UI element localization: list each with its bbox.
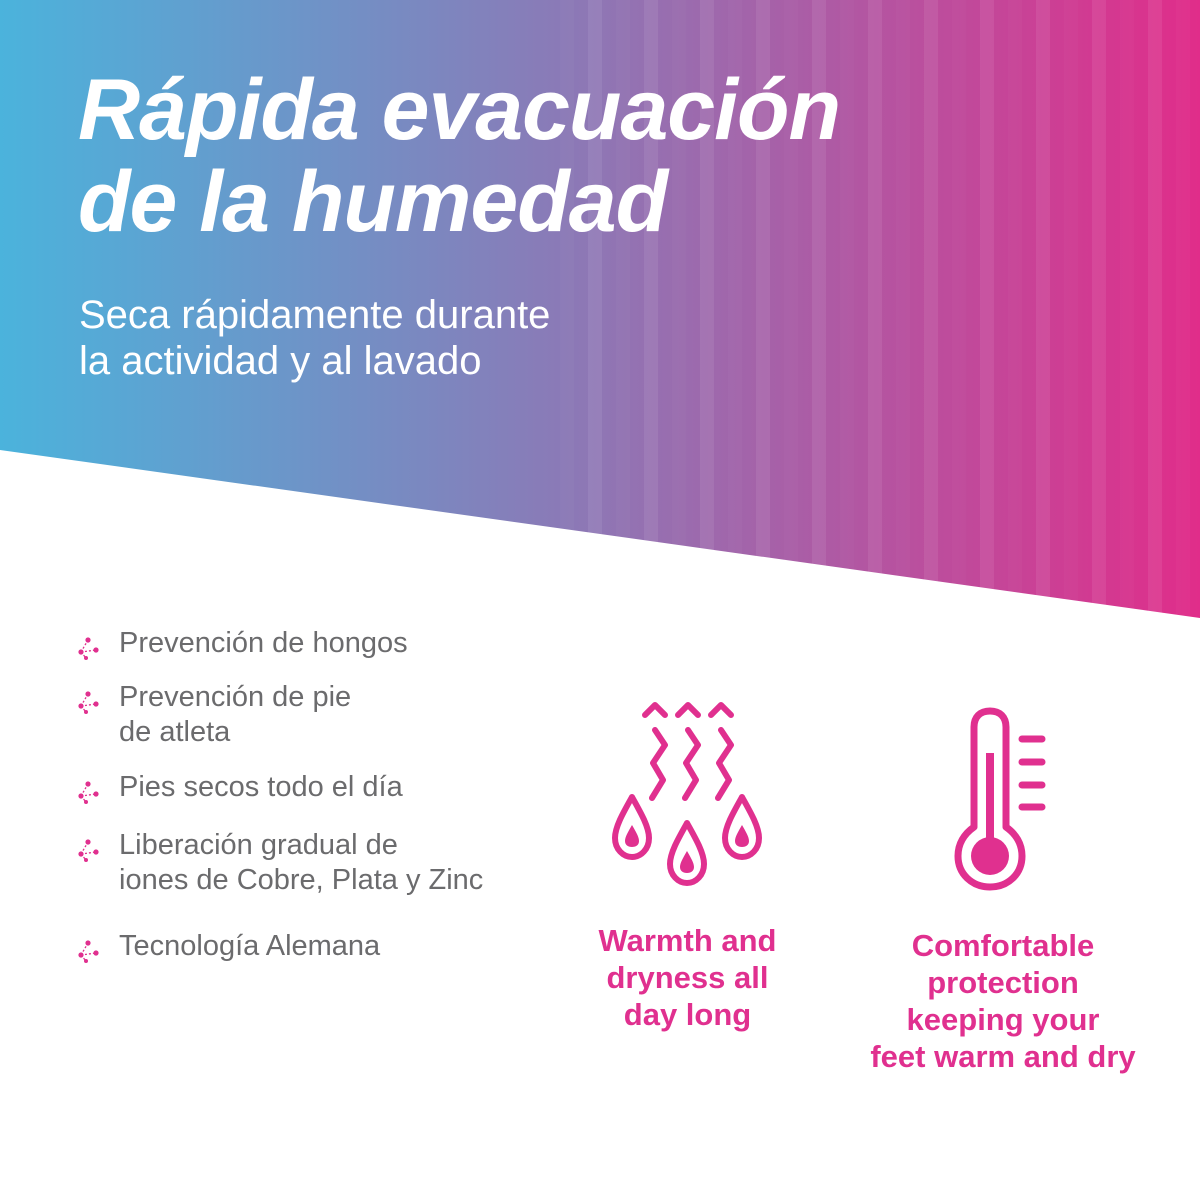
feature-text: Prevención de pie — [119, 681, 352, 713]
feature-text: Pies secos todo el día — [119, 771, 403, 803]
caption-line: Warmth and — [598, 923, 777, 958]
molecule-bullet-icon — [76, 838, 100, 862]
caption-line: Comfortable — [911, 928, 1095, 963]
molecule-bullet-icon — [76, 939, 100, 963]
feature-text: Tecnología Alemana — [119, 930, 381, 962]
caption-line: day long — [623, 997, 752, 1032]
subheadline-line-1: Seca rápidamente durante — [79, 293, 551, 337]
molecule-bullet-icon — [76, 690, 100, 714]
headline-line-1: Rápida evacuación — [78, 62, 841, 158]
headline — [78, 64, 840, 248]
feature-text: iones de Cobre, Plata y Zinc — [119, 864, 484, 896]
feature-text: de atleta — [119, 716, 231, 748]
subheadline-line-2: la actividad y al lavado — [79, 339, 482, 383]
feature-text: Prevención de hongos — [119, 627, 408, 659]
caption-line: keeping your — [906, 1002, 1100, 1037]
benefit-caption-protection — [845, 927, 1161, 1075]
headline-line-2: de la humedad — [78, 154, 668, 250]
subheadline — [79, 292, 550, 384]
caption-line: protection — [927, 965, 1079, 1000]
benefit-caption-warmth — [580, 922, 795, 1033]
caption-line: dryness all — [606, 960, 769, 995]
moisture-evaporation-icon — [605, 695, 775, 895]
molecule-bullet-icon — [76, 780, 100, 804]
thermometer-icon — [950, 705, 1060, 895]
molecule-bullet-icon — [76, 636, 100, 660]
caption-line: feet warm and dry — [870, 1039, 1136, 1074]
feature-text: Liberación gradual de — [119, 829, 398, 861]
